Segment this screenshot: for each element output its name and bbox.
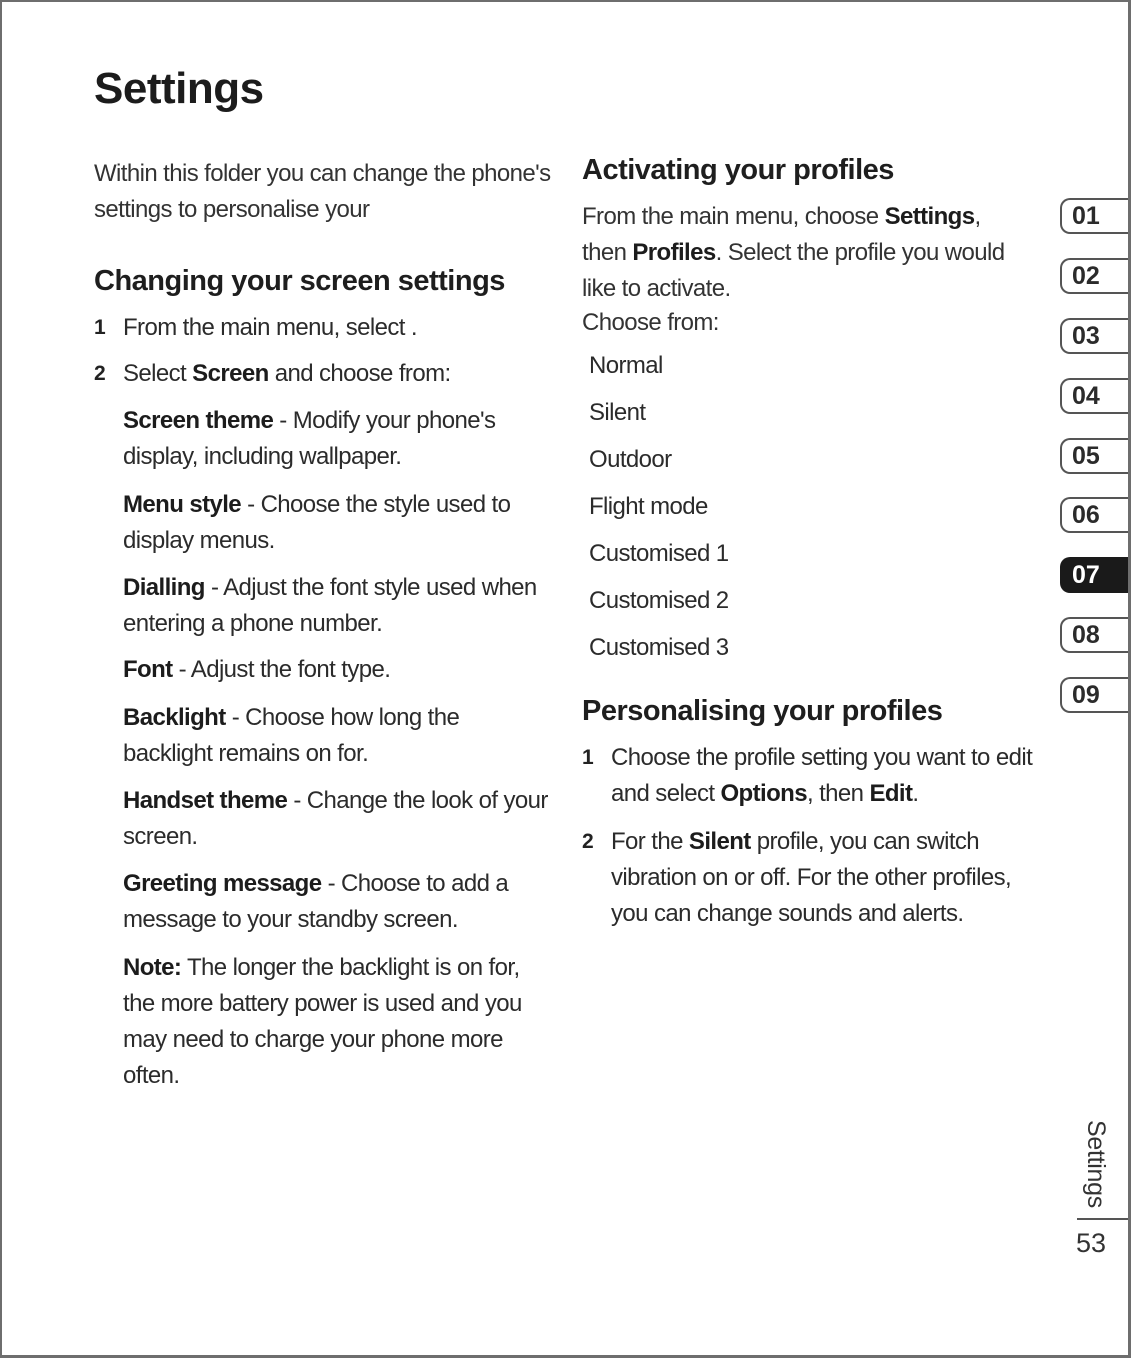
setting-term: Backlight <box>123 704 226 731</box>
side-divider <box>1077 1218 1131 1220</box>
setting-item <box>123 487 554 559</box>
personalising-heading: Personalising your profiles <box>582 695 943 727</box>
text-run: , then <box>806 780 870 807</box>
note-text: The longer the backlight is on for, the more battery power is used and you may need to charge your phone more often. <box>123 954 522 1089</box>
activating-heading: Activating your profiles <box>582 154 894 186</box>
profile-option: Customised 3 <box>589 634 729 661</box>
intro-text: Within this folder you can change the phone's settings to personalise your <box>94 160 551 223</box>
chapter-tab-05[interactable]: 05 <box>1060 438 1131 474</box>
profile-option: Flight mode <box>589 493 708 520</box>
step-text-bold: Screen <box>192 360 269 387</box>
text-run: For the <box>611 828 689 855</box>
screen-settings-heading: Changing your screen settings <box>94 265 505 297</box>
note-label: Note: <box>123 954 182 981</box>
setting-item <box>123 783 554 855</box>
page-title: Settings <box>94 64 264 113</box>
screen-step-1 <box>94 310 554 346</box>
profile-options <box>582 342 1032 671</box>
setting-item <box>123 700 554 772</box>
step-text-post: and choose from: <box>268 360 451 387</box>
chapter-tab-09[interactable]: 09 <box>1060 677 1131 713</box>
setting-desc: - Change the look of your screen. <box>123 787 548 850</box>
setting-desc: - Adjust the font type. <box>172 656 391 683</box>
choose-from: Choose from: <box>582 309 719 336</box>
text-run: . Select the profile you would like to activate. <box>582 239 1005 302</box>
step-number: 1 <box>582 746 594 769</box>
text-bold: Options <box>720 780 807 807</box>
setting-term: Menu style <box>123 491 242 518</box>
profile-option: Outdoor <box>589 446 672 473</box>
chapter-tab-08[interactable]: 08 <box>1060 617 1131 653</box>
text-run: profile, you can switch vibration on or off. For the other profiles, you can change sounds and alerts. <box>611 828 1012 927</box>
step-number: 2 <box>94 362 106 385</box>
setting-item <box>123 570 554 642</box>
setting-desc: - Adjust the font style used when entering a phone number. <box>123 574 537 637</box>
setting-desc: - Modify your phone's display, including wallpaper. <box>123 407 496 470</box>
text-run: . <box>912 780 919 807</box>
step-text-pre: Select <box>123 360 193 387</box>
setting-item <box>123 403 554 475</box>
setting-term: Dialling <box>123 574 205 601</box>
page-number: 53 <box>1076 1228 1107 1258</box>
text-bold: Silent <box>688 828 751 855</box>
section-side-label: Settings <box>1082 1120 1110 1208</box>
setting-term: Handset theme <box>123 787 288 814</box>
text-run: Choose the profile setting you want to edit and select <box>611 744 1033 807</box>
setting-desc: - Choose the style used to display menus. <box>123 491 511 554</box>
profile-option: Silent <box>589 399 646 426</box>
setting-item <box>123 866 554 938</box>
activating-text <box>582 199 1027 307</box>
setting-term: Screen theme <box>123 407 274 434</box>
note <box>123 950 554 1094</box>
setting-desc: - Choose to add a message to your standby screen. <box>123 870 509 933</box>
step-number: 2 <box>582 830 594 853</box>
profile-option: Customised 1 <box>589 540 729 567</box>
chapter-tab-07-active[interactable]: 07 <box>1060 557 1131 593</box>
profile-option: Customised 2 <box>589 587 729 614</box>
setting-desc: - Choose how long the backlight remains on for. <box>123 704 460 767</box>
setting-item <box>123 652 554 688</box>
left-column <box>94 152 554 1094</box>
right-column <box>582 152 1032 932</box>
chapter-tab-06[interactable]: 06 <box>1060 497 1131 533</box>
text-bold: Profiles <box>632 239 716 266</box>
text-run: From the main menu, choose <box>582 203 885 230</box>
chapter-tab-04[interactable]: 04 <box>1060 378 1131 414</box>
text-run: , then <box>582 203 981 266</box>
chapter-tab-03[interactable]: 03 <box>1060 318 1131 354</box>
text-bold: Edit <box>869 780 913 807</box>
setting-term: Font <box>123 656 173 683</box>
setting-term: Greeting message <box>123 870 322 897</box>
step-number: 1 <box>94 316 106 339</box>
step-text: From the main menu, select . <box>123 314 417 341</box>
chapter-tab-01[interactable]: 01 <box>1060 198 1131 234</box>
text-bold: Settings <box>884 203 975 230</box>
personal-step-2 <box>582 824 1051 932</box>
personal-step-1 <box>582 740 1051 812</box>
profile-option: Normal <box>589 352 663 379</box>
chapter-tab-02[interactable]: 02 <box>1060 258 1131 294</box>
screen-step-2 <box>94 356 554 392</box>
